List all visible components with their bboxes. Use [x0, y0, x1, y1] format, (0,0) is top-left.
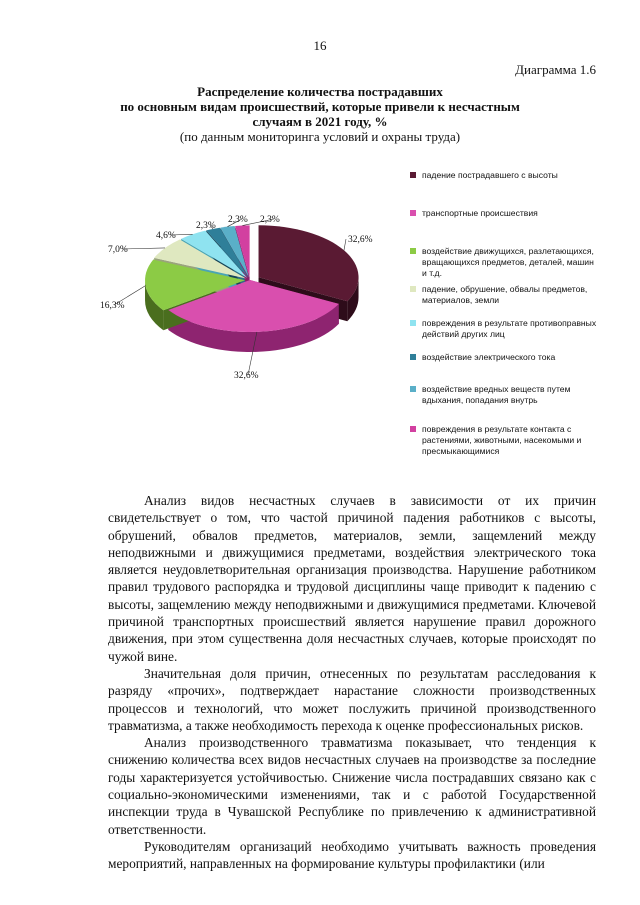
- pie-data-label: 2,3%: [228, 215, 248, 225]
- pie-leader-line: [344, 239, 346, 250]
- pie-leader-line: [122, 248, 165, 249]
- title-line-3: случаям в 2021 году, %: [252, 114, 388, 129]
- pie-data-label: 2,3%: [196, 221, 216, 231]
- legend-swatch: [410, 286, 416, 292]
- page-number: 16: [313, 38, 327, 53]
- legend-label: повреждения в результате контакта с растениями, животными, насекомыми и пресмыкающимися: [422, 424, 582, 456]
- pie-data-label: 4,6%: [156, 231, 176, 241]
- pie-data-label: 16,3%: [100, 301, 125, 311]
- legend-swatch: [410, 248, 416, 254]
- title-line-1: Распределение количества пострадавших: [197, 84, 443, 99]
- pie-data-label: 7,0%: [108, 245, 128, 255]
- chart-subtitle: (по данным мониторинга условий и охраны труда): [179, 129, 461, 144]
- paragraph-1: Анализ видов несчастных случаев в зависимости от их причин свидетельствует о том, что частой причиной падения работников с высоты, обрушений, обвалов предметов, материалов, земли, защемлений между неподвижными и движущимися предметами, воздействия электрического тока является неудовлетворительная организация производства. Нарушение работником правил трудового распорядка и трудовой дисциплины чаще приводит к падению с высоты, защемлению между неподвижными и движущимися предметами. Ключевой причиной транспортных происшествий является нарушение правил дорожного движения, при этом существенна доля несчастных случаев, которые происходят по чужой вине.: [108, 493, 596, 664]
- legend-swatch: [410, 354, 416, 360]
- pie-data-label: 2,3%: [260, 215, 280, 225]
- pie-data-label: 32,6%: [348, 235, 373, 245]
- legend-label: транспортные происшествия: [422, 208, 538, 218]
- pie-chart: [100, 200, 400, 390]
- legend-label: воздействие вредных веществ путем вдыхания, попадания внутрь: [422, 384, 571, 405]
- paragraph-3: Анализ производственного травматизма показывает, что тенденция к снижению количества всех видов несчастных случаев на производстве за последние годы характеризуется устойчивостью. Снижение числа пострадавших связано как с социально-экономическими изменениями, так и с работой Государственной инспекции труда в Чувашской Республике по привлечению к административной ответственности.: [108, 735, 596, 837]
- legend-swatch: [410, 210, 416, 216]
- body-text: [108, 492, 596, 873]
- legend-swatch: [410, 386, 416, 392]
- legend-label: падение, обрушение, обвалы предметов, материалов, земли: [422, 284, 588, 305]
- legend-label: повреждения в результате противоправных действий других лиц: [422, 318, 597, 339]
- paragraph-4: Руководителям организаций необходимо учитывать важность проведения мероприятий, направленных на формирование культуры профилактики (или: [108, 838, 596, 872]
- legend-label: воздействие электрического тока: [422, 352, 556, 362]
- pie-data-label: 32,6%: [234, 371, 259, 381]
- legend-label: падение пострадавшего с высоты: [422, 170, 558, 180]
- legend-label: воздействие движущихся, разлетающихся, вращающихся предметов, деталей, машин и т.д.: [422, 246, 594, 278]
- legend-swatch: [410, 172, 416, 178]
- diagram-label: Диаграмма 1.6: [515, 62, 596, 77]
- paragraph-2: Значительная доля причин, отнесенных по результатам расследования к разряду «прочих», подтверждает нарастание сложности производственных процессов и технологий, что может послужить причиной производственного травматизма, а также необходимость перехода к оценке профессиональных рисков.: [108, 665, 596, 733]
- title-line-2: по основным видам происшествий, которые привели к несчастным: [120, 99, 520, 114]
- legend-swatch: [410, 426, 416, 432]
- legend-swatch: [410, 320, 416, 326]
- chart-title: [0, 84, 640, 144]
